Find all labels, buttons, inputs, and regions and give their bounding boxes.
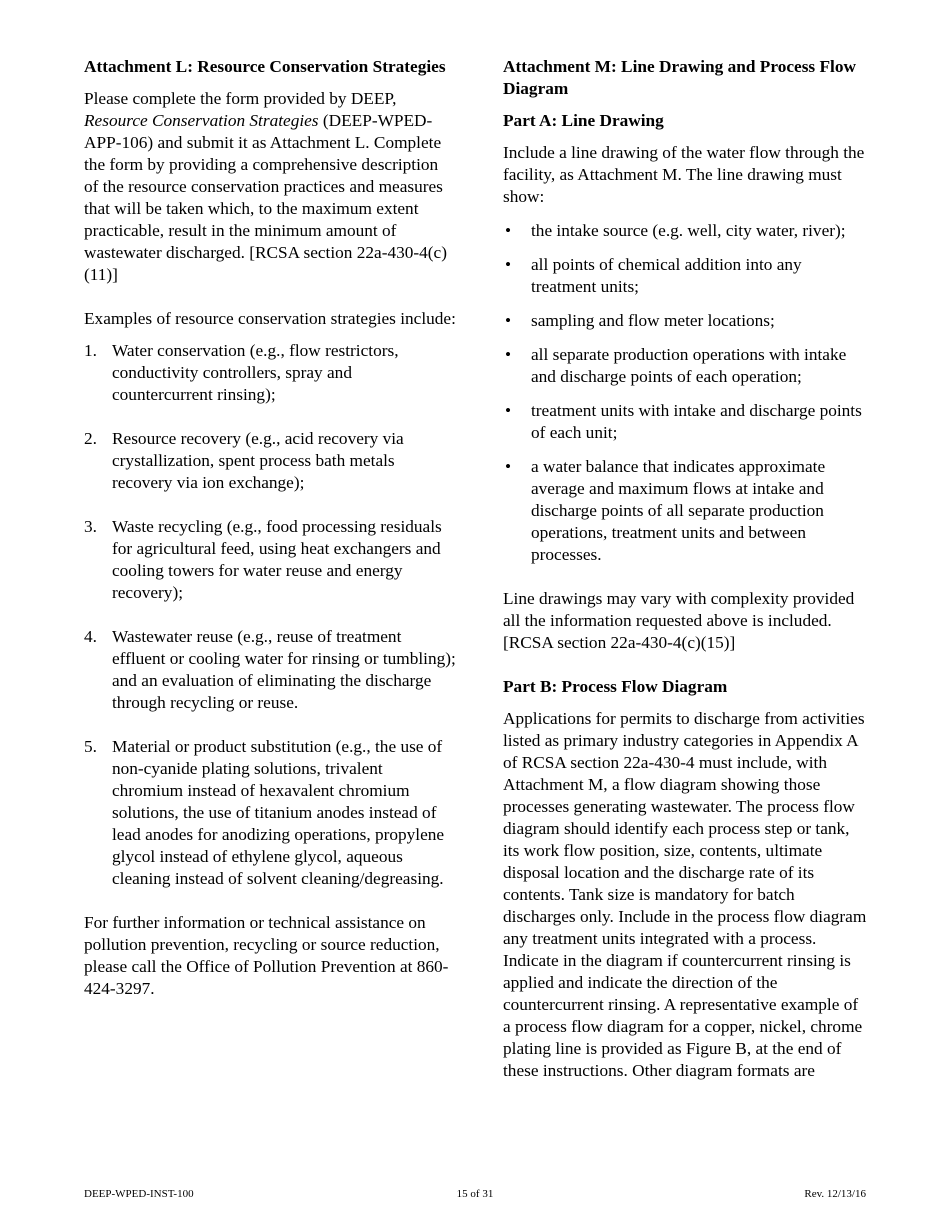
list-item xyxy=(84,516,456,604)
intro-text-1: Please complete the form provided by DEEP, xyxy=(84,89,397,108)
intro-text-2: (DEEP-WPED-APP-106) and submit it as Attachment L. Complete the form by providing a comprehensive description of the resource conservation practices and measures that will be taken which, to the maximum extent practicable, result in the minimum amount of wastewater discharged. [RCSA section 22a-430-4(c)(11)] xyxy=(84,111,447,284)
right-column xyxy=(503,56,870,1082)
list-item xyxy=(84,340,456,406)
bullet-icon: • xyxy=(505,221,512,240)
bullet-icon: • xyxy=(505,457,512,476)
list-text: Resource recovery (e.g., acid recovery via crystallization, spent process bath metals recovery via ion exchange); xyxy=(112,429,404,492)
footer-page-number: 15 of 31 xyxy=(456,1188,494,1200)
list-text: treatment units with intake and discharge points of each unit; xyxy=(531,401,862,442)
part-a-closing: Line drawings may vary with complexity provided all the information requested above is included. [RCSA section 22a-430-4(c)(15)] xyxy=(503,589,855,652)
list-item xyxy=(503,456,870,566)
list-item xyxy=(503,220,870,242)
attachment-l-heading: Attachment L: Resource Conservation Strategies xyxy=(84,57,446,76)
list-text: Water conservation (e.g., flow restrictors, conductivity controllers, spray and countercurrent rinsing); xyxy=(112,341,399,404)
list-item xyxy=(503,254,870,298)
list-text: all separate production operations with intake and discharge points of each operation; xyxy=(531,345,847,386)
list-item xyxy=(503,344,870,388)
list-number: 4. xyxy=(84,627,97,646)
bullet-icon: • xyxy=(505,255,512,274)
list-number: 5. xyxy=(84,737,97,756)
list-text: Wastewater reuse (e.g., reuse of treatment effluent or cooling water for rinsing or tumbling); and an evaluation of eliminating the discharge through recycling or reuse. xyxy=(112,627,456,712)
bullet-icon: • xyxy=(505,311,512,330)
part-b-heading: Part B: Process Flow Diagram xyxy=(503,677,728,696)
list-text: a water balance that indicates approximate average and maximum flows at intake and discharge points of all separate production operations, treatment units and between processes. xyxy=(531,457,826,564)
left-column xyxy=(84,56,456,1000)
list-item xyxy=(503,310,870,332)
closing-paragraph: For further information or technical assistance on pollution prevention, recycling or source reduction, please call the Office of Pollution Prevention at 860-424-3297. xyxy=(84,913,449,998)
list-item xyxy=(84,428,456,494)
list-text: Material or product substitution (e.g., the use of non-cyanide plating solutions, trivalent chromium instead of hexavalent chromium solutions, the use of titanium anodes instead of lead anodes for anodizing operations, propylene glycol instead of ethylene glycol, aqueous cleaning instead of solvent cleaning/degreasing. xyxy=(112,737,445,888)
list-item xyxy=(84,736,456,890)
strategies-list xyxy=(84,340,456,890)
form-title: Resource Conservation Strategies xyxy=(84,111,319,130)
attachment-m-heading: Attachment M: Line Drawing and Process Flow Diagram xyxy=(503,57,856,98)
line-drawing-requirements xyxy=(503,220,870,566)
examples-intro: Examples of resource conservation strategies include: xyxy=(84,309,456,328)
list-text: the intake source (e.g. well, city water, river); xyxy=(531,221,846,240)
list-text: Waste recycling (e.g., food processing residuals for agricultural feed, using heat exchangers and cooling towers for water reuse and energy recovery); xyxy=(112,517,442,602)
footer-revision: Rev. 12/13/16 xyxy=(804,1188,866,1200)
bullet-icon: • xyxy=(505,401,512,420)
list-item xyxy=(503,400,870,444)
list-number: 3. xyxy=(84,517,97,536)
footer-doc-id: DEEP-WPED-INST-100 xyxy=(84,1188,194,1200)
list-number: 2. xyxy=(84,429,97,448)
list-text: all points of chemical addition into any treatment units; xyxy=(531,255,802,296)
part-b-text: Applications for permits to discharge from activities listed as primary industry categories in Appendix A of RCSA section 22a-430-4 must include, with Attachment M, a flow diagram showing those processes generating wastewater. The process flow diagram should identify each process step or tank, its work flow position, size, contents, ultimate disposal location and the discharge rate of its contents. Tank size is mandatory for batch discharges only. Include in the process flow diagram any treatment units integrated with a process. Indicate in the diagram if countercurrent rinsing is applied and indicate the direction of the countercurrent rinsing. A representative example of a process flow diagram for a copper, nickel, chrome plating line is provided as Figure B, at the end of these instructions. Other diagram formats are xyxy=(503,709,867,1080)
attachment-l-intro xyxy=(84,88,456,286)
part-a-heading: Part A: Line Drawing xyxy=(503,111,664,130)
list-item xyxy=(84,626,456,714)
list-number: 1. xyxy=(84,341,97,360)
bullet-icon: • xyxy=(505,345,512,364)
list-text: sampling and flow meter locations; xyxy=(531,311,775,330)
part-a-intro: Include a line drawing of the water flow through the facility, as Attachment M. The line drawing must show: xyxy=(503,143,865,206)
